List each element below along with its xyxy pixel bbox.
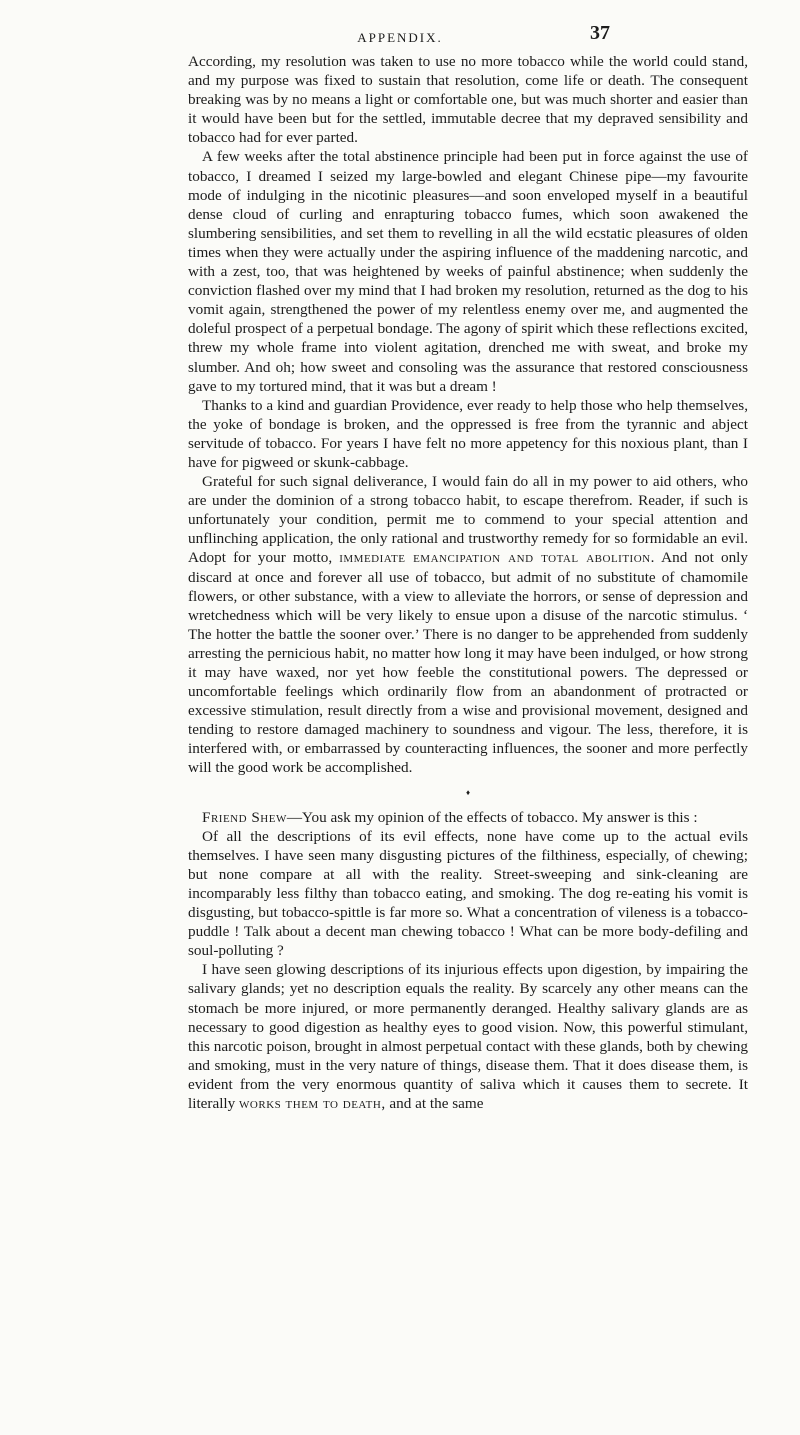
page-number: 37 [590, 22, 610, 44]
section-ornament: ♦ [465, 787, 471, 797]
emphasis-text: works them to death, [239, 1094, 386, 1112]
paragraph-7-text-a: I have seen glowing descriptions of its injurious effects upon digestion, by impairing the salivary glands; yet no description equals the reality. By scarcely any other means can the stomach be more injured, or more permanently deranged. Healthy salivary glands are as necessary to good digestion as healthy eyes to good vision. Now, this powerful stimulant, this narcotic poison, brought in almost perpetual contact with these glands, both by chewing and smoking, must in the very nature of things, disease them. That it does disease them, is evident from the very enormous quantity of saliva which it causes them to secrete. It literally [188, 961, 748, 1112]
running-head: APPENDIX. [357, 30, 443, 45]
paragraph-5-text: —You ask my opinion of the effects of tobacco. My answer is this : [286, 808, 698, 826]
paragraph-5 [188, 808, 748, 827]
paragraph-3: Thanks to a kind and guardian Providence, ever ready to help those who help themselves, the yoke of bondage is broken, and the oppressed is free from the tyrannic and abject servitude of tobacco. For years I have felt no more appetency for this noxious plant, than I have for pigweed or skunk-cabbage. [188, 396, 748, 471]
paragraph-7-text-b: and at the same [385, 1094, 484, 1112]
paragraph-4-text-b: And not only discard at once and forever all use of tobacco, but admit of no substitute of chamomile flowers, or other substance, with a view to alleviate the horrors, or sense of depression and wretchedness which will be very likely to ensue upon a disuse of the narcotic stimulus. ‘ The hotter the battle the sooner over.’ There is no danger to be apprehended from suddenly arresting the pernicious habit, no matter how long it may have been indulged, or how strong it may have waxed, nor yet how feeble the constitutional powers. The depressed or uncomfortable feelings which ordinarily flow from an abandonment of protracted or excessive stimulation, result directly from a wise and provisional movement, designed and tending to restore damaged machinery to soundness and vigour. The less, therefore, it is interfered with, or embarrassed by counteracting influences, the sooner and more perfectly will the good work be accomplished. [188, 549, 748, 777]
motto-text: immediate emancipation and total abolition. [339, 549, 655, 567]
body-text [188, 52, 748, 1113]
paragraph-1: According, my resolution was taken to use no more tobacco while the world could stand, and my purpose was fixed to sustain that resolution, come life or death. The consequent breaking was by no means a light or comfortable one, but was much shorter and easier than it would have been but for the settled, immutable decree that my depraved sensibility and tobacco had for ever parted. [188, 53, 748, 147]
paragraph-6: Of all the descriptions of its evil effects, none have come up to the actual evils themselves. I have seen many disgusting pictures of the filthiness, especially, of chewing; but none compare at all with the reality. Street-sweeping and sink-cleaning are incomparably less filthy than tobacco eating, and smoking. The dog re-eating his vomit is disgusting, but tobacco-spittle is far more so. What a concentration of vileness is a tobacco-puddle ! Talk about a decent man chewing tobacco ! What can be more body-defiling and soul-polluting ? [188, 827, 748, 960]
paragraph-4 [188, 472, 748, 778]
addressee-name: Friend Shew [202, 808, 287, 826]
paragraph-4-text-a: Grateful for such signal deliverance, I would fain do all in my power to aid others, who are under the dominion of a strong tobacco habit, to escape therefrom. Reader, if such is unfortunately your condition, permit me to commend to your special attention and unflinching application, the only rational and trustworthy remedy for so formidable an evil. Adopt for your motto, [188, 473, 748, 567]
paragraph-2: A few weeks after the total abstinence principle had been put in force against the use of tobacco, I dreamed I seized my large-bowled and elegant Chinese pipe—my favourite mode of indulging in the nicotinic pleasures—and soon enveloped myself in a beautiful dense cloud of curling and enrapturing tobacco fumes, which soon awakened the slumbering sensibilities, and set them to revelling in all the wild ecstatic pleasures of olden times when they were actually under the aspiring influence of the maddening narcotic, and with a zest, too, that was heightened by weeks of painful abstinence; when suddenly the conviction flashed over my mind that I had broken my resolution, returned as the dog to his vomit again, strengthened the power of my relentless enemy over me, and augmented the doleful prospect of a perpetual bondage. The agony of spirit which these reflections excited, threw my whole frame into violent agitation, drenched me with sweat, and broke my slumber. And oh; how sweet and consoling was the assurance that restored consciousness gave to my tortured mind, that it was but a dream ! [188, 148, 748, 395]
paragraph-7 [188, 960, 748, 1113]
